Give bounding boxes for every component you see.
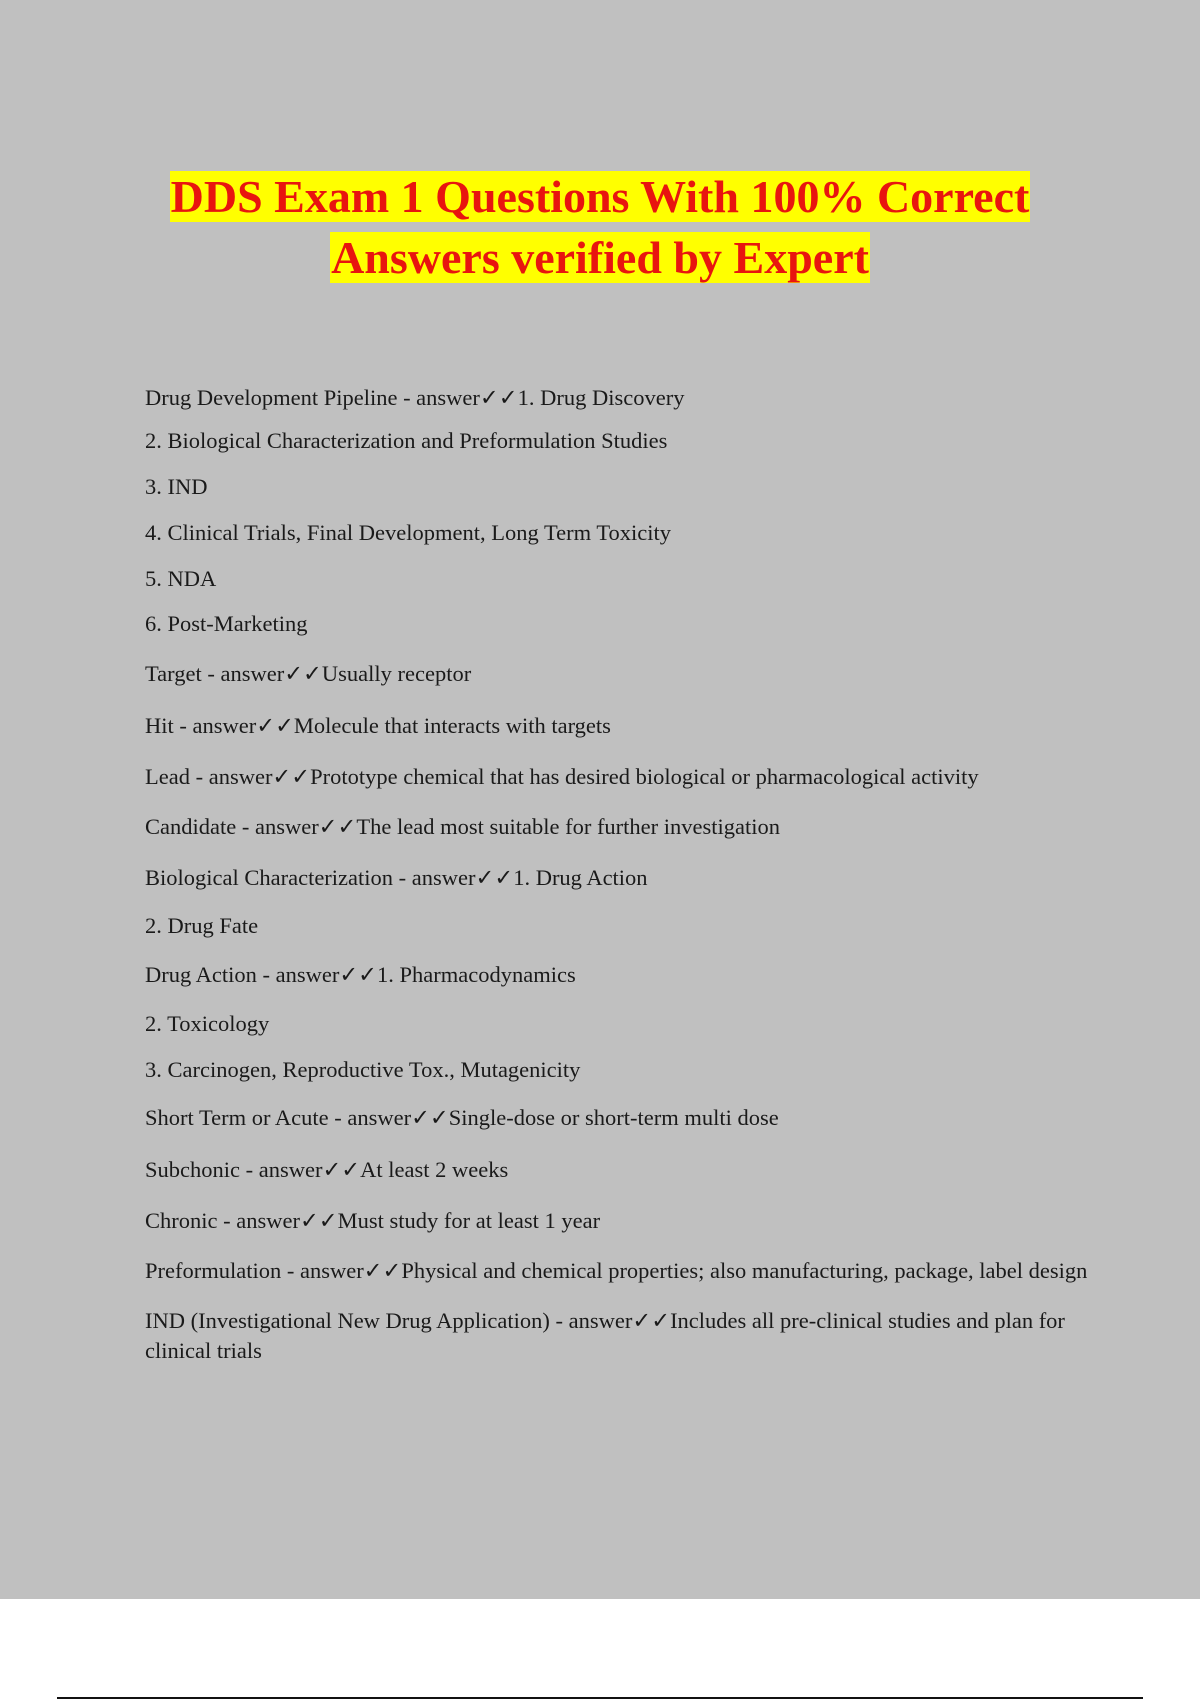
title-line-2: Answers verified by Expert: [331, 232, 869, 283]
qa-entry: Drug Action - answer✓✓1. Pharmacodynamics: [145, 962, 576, 987]
qa-entry: 3. Carcinogen, Reproductive Tox., Mutagenicity: [145, 1057, 581, 1082]
qa-entry: Subchonic - answer✓✓At least 2 weeks: [145, 1157, 509, 1182]
title-line-1: DDS Exam 1 Questions With 100% Correct: [170, 171, 1030, 222]
qa-list: [145, 383, 1090, 1366]
qa-entry: 3. IND: [145, 474, 208, 499]
qa-entry: 2. Biological Characterization and Preformulation Studies: [145, 428, 668, 453]
qa-entry: Target - answer✓✓Usually receptor: [145, 661, 472, 686]
qa-entry: Chronic - answer✓✓Must study for at least 1 year: [145, 1208, 601, 1233]
qa-entry: 2. Toxicology: [145, 1011, 270, 1036]
qa-entry: 6. Post-Marketing: [145, 611, 308, 636]
qa-entry: Candidate - answer✓✓The lead most suitable for further investigation: [145, 814, 781, 839]
qa-entry: Biological Characterization - answer✓✓1. Drug Action: [145, 865, 648, 890]
qa-entry: Drug Development Pipeline - answer✓✓1. Drug Discovery: [145, 385, 685, 410]
document-title: [0, 166, 1200, 288]
qa-entry: Preformulation - answer✓✓Physical and chemical properties; also manufacturing, package, label design: [145, 1258, 1088, 1283]
page-bottom-margin: [0, 1599, 1200, 1700]
footer-divider: [57, 1697, 1143, 1699]
qa-entry: 5. NDA: [145, 566, 217, 591]
qa-entry: Short Term or Acute - answer✓✓Single-dose or short-term multi dose: [145, 1105, 779, 1130]
qa-entry: 2. Drug Fate: [145, 913, 259, 938]
qa-entry: Lead - answer✓✓Prototype chemical that has desired biological or pharmacological activity: [145, 764, 979, 789]
qa-entry: Hit - answer✓✓Molecule that interacts with targets: [145, 713, 611, 738]
qa-entry: 4. Clinical Trials, Final Development, Long Term Toxicity: [145, 520, 671, 545]
qa-entry: IND (Investigational New Drug Application) - answer✓✓Includes all pre-clinical studies and plan for clinical trials: [145, 1308, 1065, 1363]
